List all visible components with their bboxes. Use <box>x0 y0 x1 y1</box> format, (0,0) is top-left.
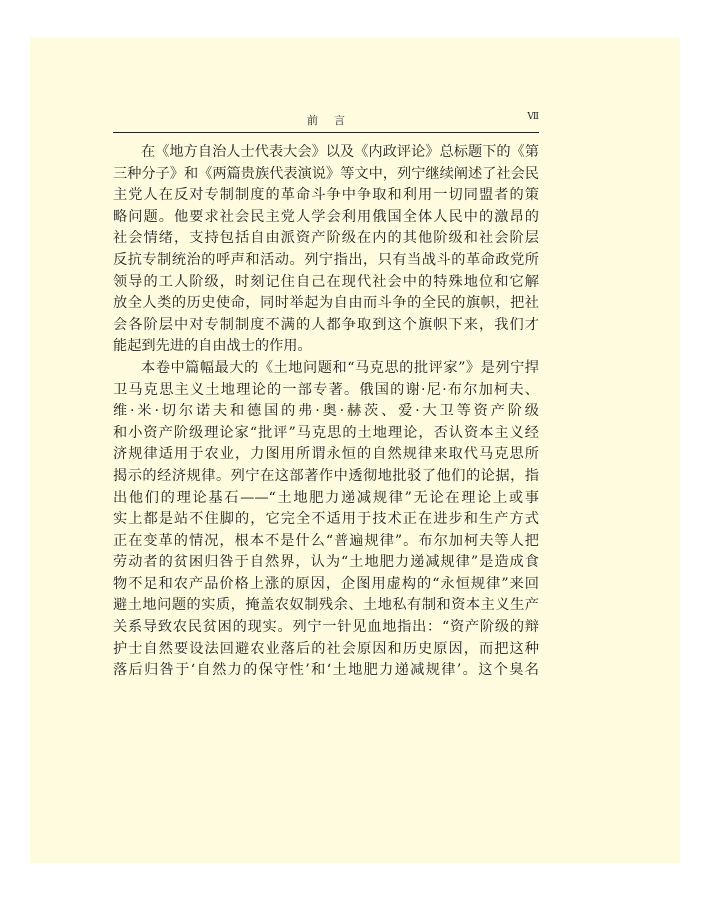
text-line: 在《地方自治人士代表大会》以及《内政评论》总标题下的《第 <box>141 144 539 160</box>
text-line: 正在变革的情况，根本不是什么“普遍规律”。布尔加柯夫等人把 <box>113 532 539 549</box>
text-line: 维·米·切尔诺夫和德国的弗·奥·赫茨、爱·大卫等资产阶级 <box>113 403 539 420</box>
page-number: Ⅶ <box>527 112 539 122</box>
paragraph <box>113 358 539 682</box>
text-line: 主党人在反对专制制度的革命斗争中争取和利用一切同盟者的策 <box>113 187 539 204</box>
text-line: 能起到先进的自由战士的作用。 <box>113 338 312 355</box>
text-line: 放全人类的历史使命，同时举起为自由而斗争的全民的旗帜，把社 <box>113 295 539 312</box>
text-line: 略问题。他要求社会民主党人学会利用俄国全体人民中的激昂的 <box>113 208 539 225</box>
body-text <box>113 142 539 682</box>
text-line: 落后归咎于‘自然力的保守性’和‘土地肥力递减规律’。这个臭名 <box>113 662 539 679</box>
text-line: 关系导致农民贫困的现实。列宁一针见血地指出：“资产阶级的辩 <box>113 619 539 636</box>
text-line: 揭示的经济规律。列宁在这部著作中透彻地批驳了他们的论据，指 <box>113 467 539 484</box>
text-line: 社会情绪，支持包括自由派资产阶级在内的其他阶级和社会阶层 <box>113 230 539 247</box>
text-line: 反抗专制统治的呼声和活动。列宁指出，只有当战斗的革命政党所 <box>113 251 539 268</box>
text-line: 护士自然要设法回避农业落后的社会原因和历史原因，而把这种 <box>113 640 539 657</box>
text-line: 卫马克思主义土地理论的一部专著。俄国的谢·尼·布尔加柯夫、 <box>113 381 539 398</box>
text-line: 出他们的理论基石——“土地肥力递减规律”无论在理论上或事 <box>113 489 539 506</box>
header-title: 前言 <box>307 114 361 127</box>
text-line: 会各阶层中对专制制度不满的人都争取到这个旗帜下来，我们才 <box>113 316 539 333</box>
text-line: 领导的工人阶级，时刻记住自己在现代社会中的特殊地位和它解 <box>113 273 539 290</box>
paragraph <box>113 142 539 358</box>
text-line: 济规律适用于农业，力图用所谓永恒的自然规律来取代马克思所 <box>113 446 539 463</box>
text-line: 和小资产阶级理论家“批评”马克思的土地理论，否认资本主义经 <box>113 424 539 441</box>
text-line: 避土地问题的实质，掩盖农奴制残余、土地私有制和资本主义生产 <box>113 597 539 614</box>
running-header <box>113 110 539 133</box>
text-line: 三种分子》和《两篇贵族代表演说》等文中，列宁继续阐述了社会民 <box>113 165 539 182</box>
text-line: 本卷中篇幅最大的《土地问题和“马克思的批评家”》是列宁捍 <box>141 359 539 376</box>
text-line: 实上都是站不住脚的，它完全不适用于技术正在进步和生产方式 <box>113 511 539 528</box>
text-line: 劳动者的贫困归咎于自然界，认为“土地肥力递减规律”是造成食 <box>113 554 539 571</box>
text-line: 物不足和农产品价格上涨的原因，企图用虚构的“永恒规律”来回 <box>113 575 539 592</box>
